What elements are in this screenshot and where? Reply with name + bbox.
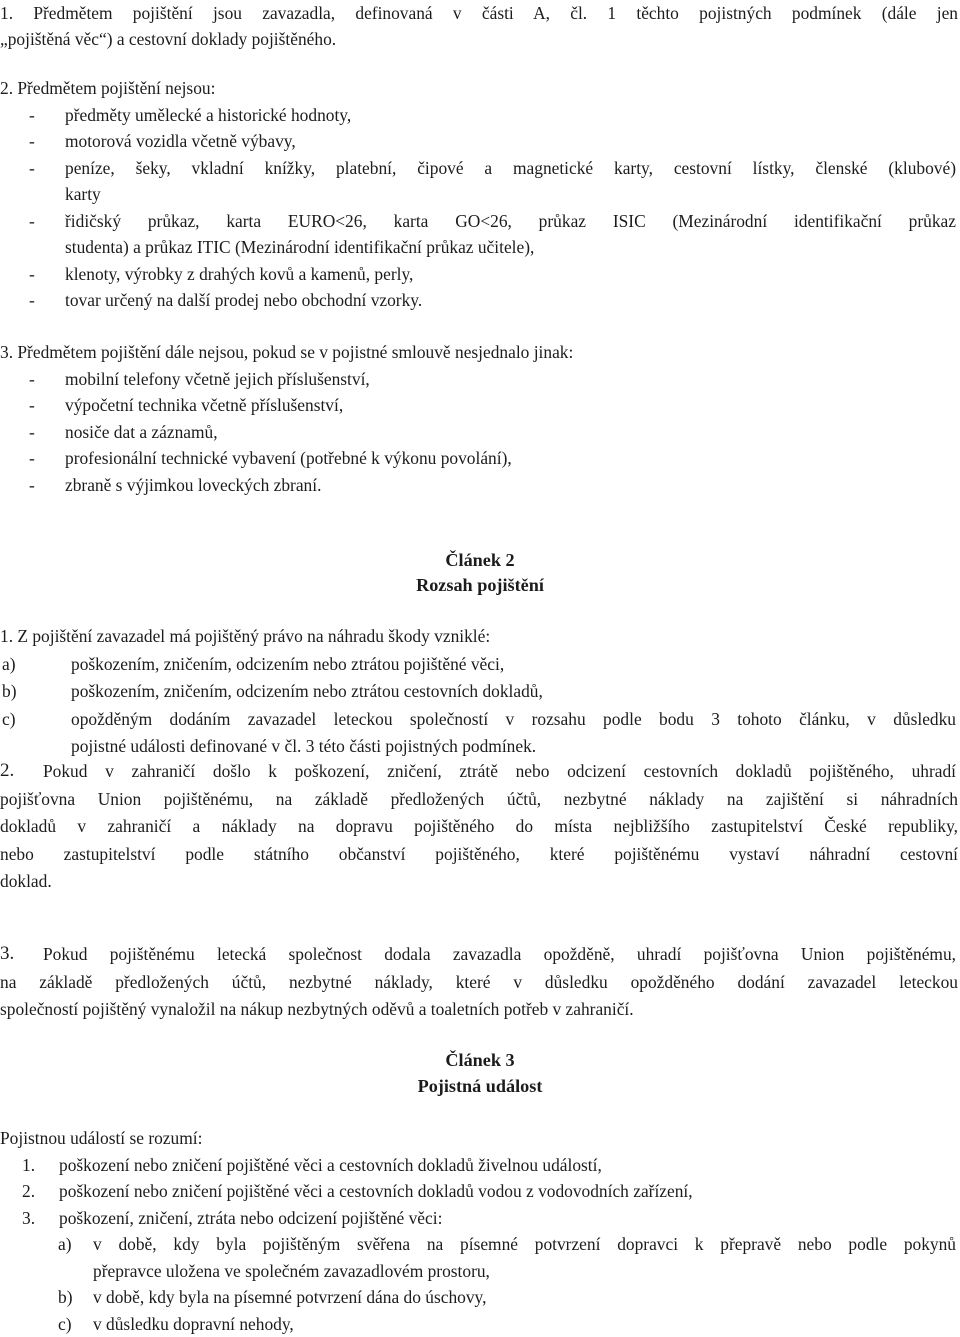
list-item-text: poškozením, zničením, odcizením nebo ztrátou pojištěné věci, <box>71 651 504 678</box>
list-item <box>0 419 958 446</box>
article1-paragraph-1 <box>0 0 958 53</box>
dash-marker: - <box>29 419 35 446</box>
paragraph-intro: 2. Předmětem pojištění nejsou: <box>0 75 958 102</box>
article2-paragraph-2 <box>0 758 958 896</box>
list-item-text: profesionální technické vybavení (potřebné k výkonu povolání), <box>65 445 512 472</box>
item-marker: b) <box>58 1284 73 1311</box>
list-item-text: v době, kdy byla na písemné potvrzení dána do úschovy, <box>93 1284 486 1311</box>
list-item-text: výpočetní technika včetně příslušenství, <box>65 392 343 419</box>
list-item-text: zbraně s výjimkou loveckých zbraní. <box>65 472 321 499</box>
paragraph-text: Pokud pojištěnému letecká společnost dodala zavazadla opožděně, uhradí pojišťovna Union pojištěnému, <box>43 941 956 968</box>
list-item-text: studenta) a průkaz ITIC (Mezinárodní identifikační průkaz učitele), <box>65 234 534 261</box>
article1-paragraph-2 <box>0 75 958 314</box>
item-marker: 3. <box>22 1205 35 1232</box>
list-item-text: tovar určený na další prodej nebo obchodní vzorky. <box>65 287 422 314</box>
list-item-text: poškození, zničení, ztráta nebo odcizení pojištěné věci: <box>59 1205 442 1232</box>
list-item <box>0 128 958 155</box>
list-item-text: peníze, šeky, vkladní knížky, platební, čipové a magnetické karty, cestovní lístky, členské (klubové) <box>65 155 956 182</box>
dash-marker: - <box>29 366 35 393</box>
list-item-continuation <box>0 181 958 208</box>
paragraph-line: „pojištěná věc“) a cestovní doklady pojištěného. <box>0 26 958 53</box>
item-marker: 1. <box>22 1152 35 1179</box>
list-item-text: poškození nebo zničení pojištěné věci a cestovních dokladů vodou z vodovodních zařízení, <box>59 1178 693 1205</box>
list-item-text: karty <box>65 181 101 208</box>
paragraph-line: společností pojištěný vynaložil na nákup nezbytných oděvů a toaletních potřeb v zahraničí. <box>0 996 958 1024</box>
list-item <box>0 651 958 679</box>
list-item <box>0 261 958 288</box>
list-item <box>0 102 958 129</box>
list-item <box>0 366 958 393</box>
paragraph-line: nebo zastupitelství podle státního občanství pojištěného, které pojištěnému vystaví náhradní cestovní <box>0 841 958 869</box>
list-item-text: poškozením, zničením, odcizením nebo ztrátou cestovních dokladů, <box>71 678 543 705</box>
item-marker: a) <box>58 1231 72 1258</box>
list-item <box>0 287 958 314</box>
list-item-text: poškození nebo zničení pojištěné věci a cestovních dokladů živelnou událostí, <box>59 1152 602 1179</box>
sub-list-item <box>0 1231 958 1258</box>
list-item <box>0 392 958 419</box>
article-heading: Článek 2 <box>0 547 960 574</box>
dash-marker: - <box>29 392 35 419</box>
paragraph-intro: 1. Z pojištění zavazadel má pojištěný právo na náhradu škody vzniklé: <box>0 623 958 651</box>
dash-marker: - <box>29 102 35 129</box>
dash-marker: - <box>29 208 35 235</box>
sub-list-item <box>0 1284 958 1311</box>
list-item-text: v době, kdy byla pojištěným svěřena na písemné potvrzení dopravci k přepravě nebo podle pokynů <box>93 1231 956 1258</box>
list-item <box>0 208 958 235</box>
article1-paragraph-3 <box>0 339 958 498</box>
list-item <box>0 706 958 734</box>
article-title: Rozsah pojištění <box>0 572 960 599</box>
article3-content <box>0 1125 958 1337</box>
list-item-continuation <box>0 234 958 261</box>
dash-marker: - <box>29 261 35 288</box>
list-item-text: v důsledku dopravní nehody, <box>93 1311 294 1337</box>
list-item <box>0 155 958 182</box>
dash-marker: - <box>29 287 35 314</box>
list-item-text: pojistné události definované v čl. 3 této části pojistných podmínek. <box>71 733 536 760</box>
paragraph-line <box>0 941 958 969</box>
paragraph-number: 3. <box>0 941 14 968</box>
list-item-continuation <box>0 733 958 761</box>
item-marker: c) <box>2 706 16 733</box>
dash-marker: - <box>29 155 35 182</box>
paragraph-intro: 3. Předmětem pojištění dále nejsou, pokud se v pojistné smlouvě nesjednalo jinak: <box>0 339 958 366</box>
list-item <box>0 1205 958 1232</box>
list-item-text: mobilní telefony včetně jejich příslušenství, <box>65 366 370 393</box>
list-item-text: řidičský průkaz, karta EURO<26, karta GO<26, průkaz ISIC (Mezinárodní identifikační průkaz <box>65 208 956 235</box>
dash-marker: - <box>29 128 35 155</box>
paragraph-line: pojišťovna Union pojištěnému, na základě předložených účtů, nezbytné náklady na zajištění si náhradních <box>0 786 958 814</box>
list-item-text: předměty umělecké a historické hodnoty, <box>65 102 351 129</box>
sub-list-item-continuation <box>0 1258 958 1285</box>
list-item-text: motorová vozidla včetně výbavy, <box>65 128 296 155</box>
list-item <box>0 1152 958 1179</box>
list-item <box>0 1178 958 1205</box>
item-marker: 2. <box>22 1178 35 1205</box>
sub-list-item <box>0 1311 958 1337</box>
list-item-text: nosiče dat a záznamů, <box>65 419 218 446</box>
list-item-text: opožděným dodáním zavazadel leteckou společností v rozsahu podle bodu 3 tohoto článku, v důsledku <box>71 706 956 733</box>
paragraph-line: 1. Předmětem pojištění jsou zavazadla, definovaná v části A, čl. 1 těchto pojistných podmínek (dále jen <box>0 0 958 27</box>
paragraph-line: dokladů v zahraničí a náklady na dopravu pojištěného do místa nejbližšího zastupitelství České republiky, <box>0 813 958 841</box>
dash-marker: - <box>29 445 35 472</box>
item-marker: a) <box>2 651 16 678</box>
article2-paragraph-3 <box>0 941 958 1024</box>
article-title: Pojistná událost <box>0 1073 960 1100</box>
list-item-text: klenoty, výrobky z drahých kovů a kamenů, perly, <box>65 261 413 288</box>
paragraph-text: Pokud v zahraničí došlo k poškození, zničení, ztrátě nebo odcizení cestovních dokladů pojištěného, uhradí <box>43 758 956 785</box>
dash-marker: - <box>29 472 35 499</box>
list-item <box>0 445 958 472</box>
list-item-text: přepravce uložena ve společném zavazadlovém prostoru, <box>93 1258 490 1285</box>
list-item <box>0 472 958 499</box>
paragraph-line <box>0 758 958 786</box>
item-marker: c) <box>58 1311 72 1337</box>
paragraph-line: doklad. <box>0 868 958 896</box>
paragraph-intro: Pojistnou událostí se rozumí: <box>0 1125 958 1152</box>
article2-paragraph-1 <box>0 623 958 761</box>
item-marker: b) <box>2 678 17 705</box>
paragraph-line: na základě předložených účtů, nezbytné náklady, které v důsledku opožděného dodání zavazadel leteckou <box>0 969 958 997</box>
list-item <box>0 678 958 706</box>
article-heading: Článek 3 <box>0 1047 960 1074</box>
paragraph-number: 2. <box>0 758 14 785</box>
